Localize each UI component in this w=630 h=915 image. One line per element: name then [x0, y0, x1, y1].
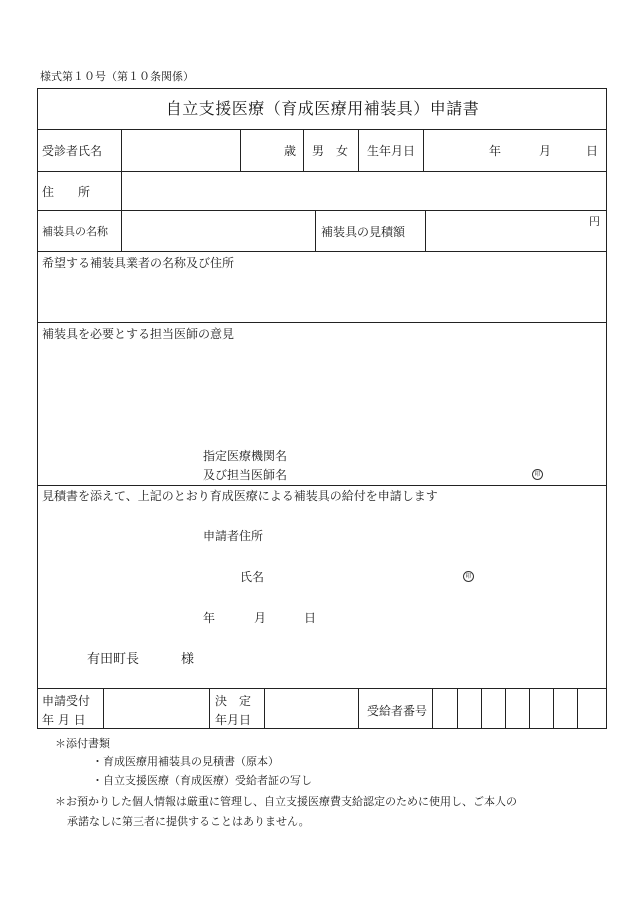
- application-month-label: 月: [254, 611, 267, 625]
- age-label: 歳: [284, 144, 297, 158]
- application-year-label: 年: [203, 611, 216, 625]
- device-estimate-field[interactable]: [426, 211, 606, 250]
- vendor-label: 希望する補装具業者の名称及び住所: [42, 256, 235, 270]
- cell-border: [315, 210, 316, 251]
- cell-border: [358, 129, 359, 171]
- decision-label-line2: 年月日: [215, 713, 252, 727]
- dob-year-label: 年: [489, 144, 502, 158]
- device-name-label: 補装具の名称: [42, 225, 108, 238]
- divider: [37, 251, 607, 252]
- dob-label: 生年月日: [367, 144, 416, 158]
- recipient-number-label: 受給者番号: [367, 704, 428, 718]
- address-label: 住 所: [42, 185, 91, 199]
- vendor-field[interactable]: [38, 272, 606, 321]
- cell-border: [432, 688, 433, 729]
- privacy-note: 承諾なしに第三者に提供することはありません。: [67, 815, 310, 828]
- cell-border: [577, 688, 578, 729]
- cell-border: [358, 688, 359, 729]
- divider: [37, 485, 607, 486]
- institution-label: 指定医療機関名: [203, 449, 288, 463]
- cell-border: [103, 688, 104, 729]
- cell-border: [529, 688, 530, 729]
- sex-female[interactable]: 女: [336, 144, 349, 158]
- applicant-name-field[interactable]: [270, 565, 455, 585]
- cell-border: [457, 688, 458, 729]
- cell-border: [481, 688, 482, 729]
- divider: [37, 688, 607, 689]
- doctor-opinion-field[interactable]: [38, 343, 606, 443]
- seal-mark-icon: 印: [532, 469, 543, 480]
- address-field[interactable]: [122, 172, 606, 209]
- addressee: 有田町長: [87, 652, 140, 667]
- doctor-opinion-label: 補装具を必要とする担当医師の意見: [42, 327, 235, 341]
- cell-border: [553, 688, 554, 729]
- application-day-label: 日: [304, 611, 317, 625]
- divider: [37, 322, 607, 323]
- form-number: 様式第１０号（第１０条関係）: [40, 70, 194, 83]
- received-label-line2: 年 月 日: [42, 713, 86, 727]
- seal-mark-icon: 印: [463, 571, 474, 582]
- cell-border: [505, 688, 506, 729]
- form-title: 自立支援医療（育成医療用補装具）申請書: [165, 99, 480, 118]
- dob-day-label: 日: [586, 144, 599, 158]
- patient-name-field[interactable]: [122, 130, 239, 170]
- applicant-address-label: 申請者住所: [203, 529, 264, 543]
- attachment-item: ・育成医療用補装具の見積書（原本）: [92, 755, 279, 768]
- attachment-item: ・自立支援医療（育成医療）受給者証の写し: [92, 774, 312, 787]
- dob-month-label: 月: [539, 144, 552, 158]
- applicant-name-label: 氏名: [240, 570, 265, 584]
- cell-border: [423, 129, 424, 171]
- patient-name-label: 受診者氏名: [42, 144, 103, 158]
- received-label-line1: 申請受付: [42, 694, 91, 708]
- privacy-note: ＊お預かりした個人情報は厳重に管理し、自立支援医療費支給認定のために使用し、ご本人の: [55, 795, 517, 808]
- addressee-honorific: 様: [181, 652, 195, 667]
- applicant-address-field[interactable]: [270, 524, 600, 544]
- cell-border: [209, 688, 210, 729]
- sex-male[interactable]: 男: [312, 144, 325, 158]
- attachments-heading: ＊添付書類: [55, 737, 110, 750]
- application-statement: 見積書を添えて、上記のとおり育成医療による補装具の給付を申請します: [42, 489, 438, 503]
- decision-label-line1: 決 定: [215, 694, 252, 708]
- cell-border: [264, 688, 265, 729]
- age-field[interactable]: [241, 130, 281, 170]
- cell-border: [303, 129, 304, 171]
- device-estimate-label: 補装具の見積額: [321, 225, 406, 239]
- doctor-name-label: 及び担当医師名: [203, 468, 288, 482]
- yen-label: 円: [589, 215, 600, 228]
- device-name-field[interactable]: [122, 211, 314, 250]
